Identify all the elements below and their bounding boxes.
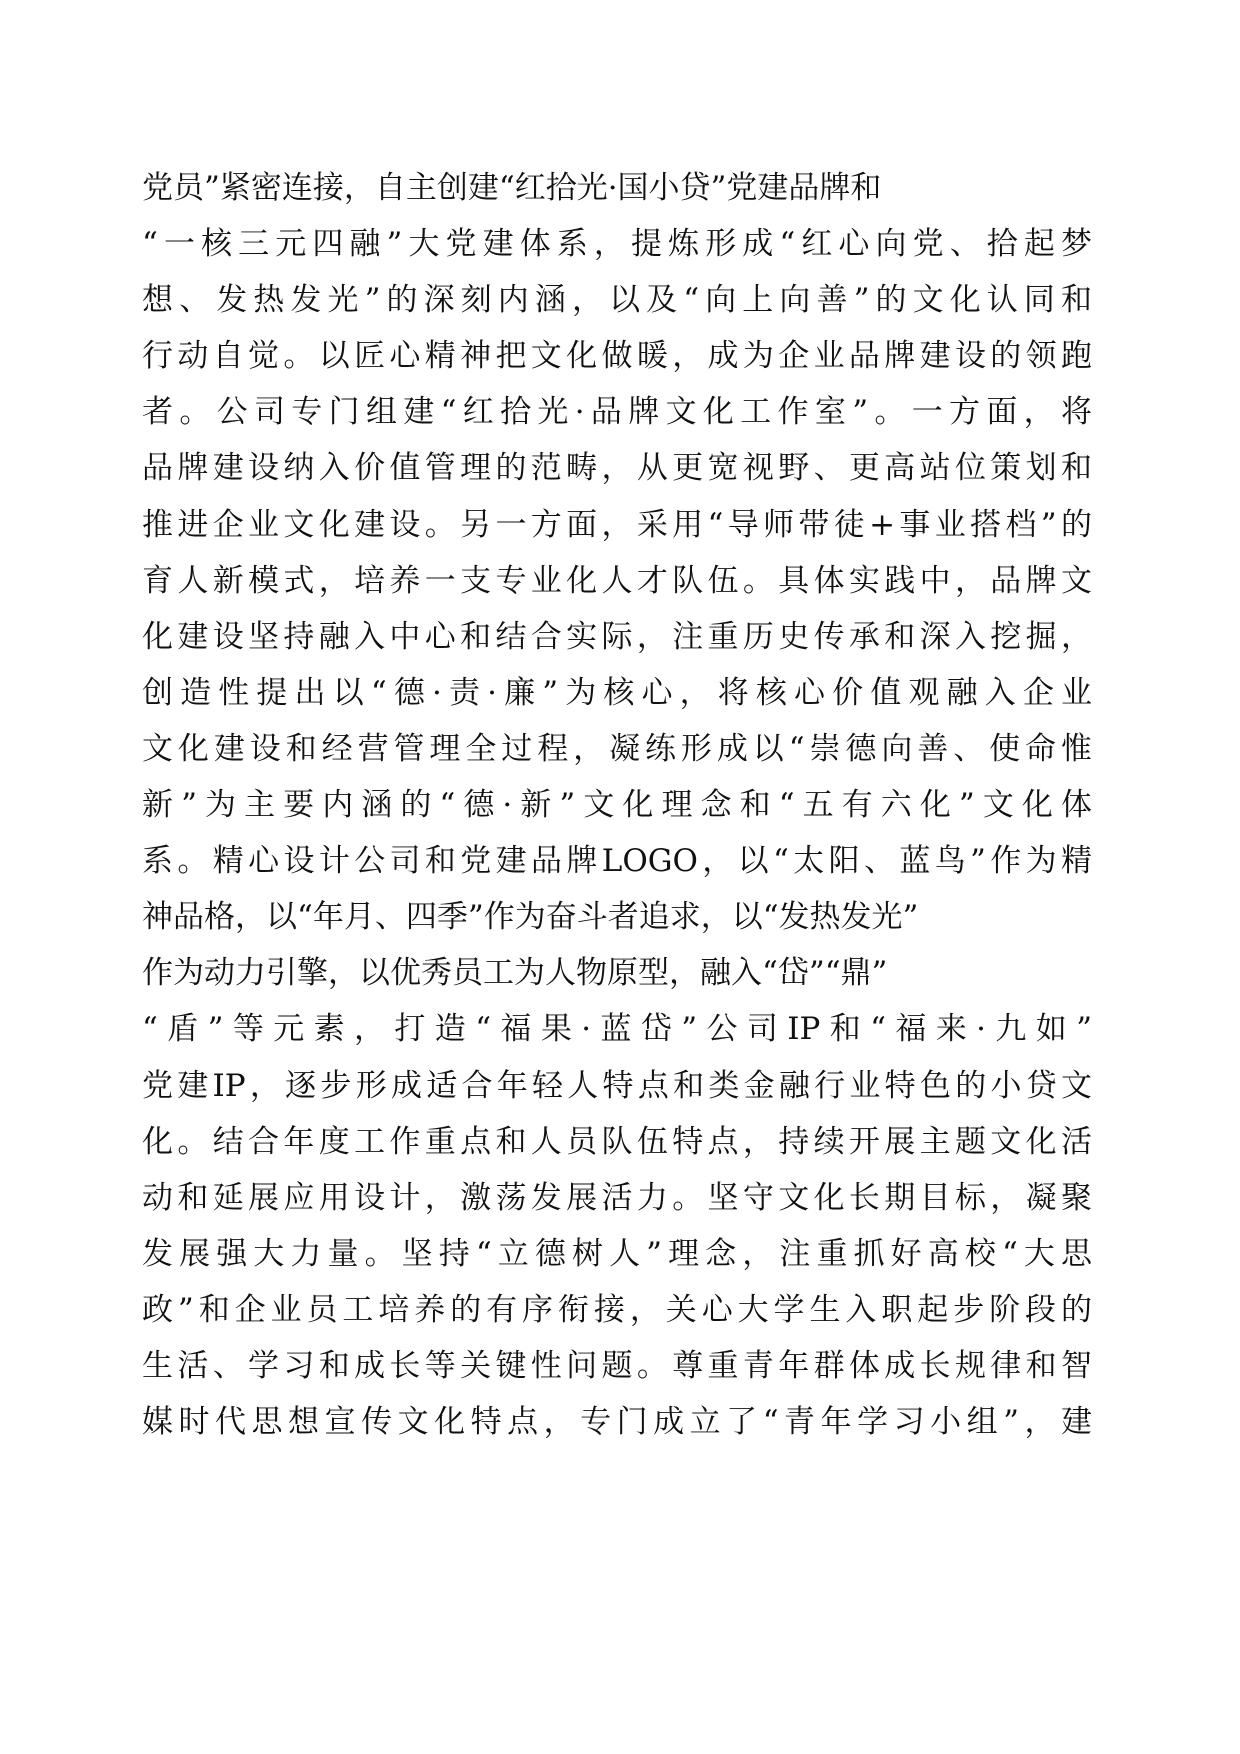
text-line: “盾”等元素，打造“福果·蓝岱”公司IP和“福来·九如” [142, 1011, 1092, 1048]
body-paragraph [142, 160, 1092, 1450]
text-line: 神品格，以“年月、四季”作为奋斗者追求，以“发热发光” [142, 899, 919, 936]
text-line: 创造性提出以“德·责·廉”为核心，将核心价值观融入企业 [142, 674, 1092, 711]
text-line: 生活、学习和成长等关键性问题。尊重青年群体成长规律和智 [142, 1347, 1092, 1384]
text-line: 推进企业文化建设。另一方面，采用“导师带徒+事业搭档”的 [142, 506, 1092, 543]
text-line: 化。结合年度工作重点和人员队伍特点，持续开展主题文化活 [142, 1123, 1092, 1160]
text-line: 化建设坚持融入中心和结合实际，注重历史传承和深入挖掘， [142, 618, 1092, 655]
text-line: 政”和企业员工培养的有序衔接，关心大学生入职起步阶段的 [142, 1291, 1092, 1328]
text-line: 发展强大力量。坚持“立德树人”理念，注重抓好高校“大思 [142, 1235, 1092, 1272]
text-line: 新”为主要内涵的“德·新”文化理念和“五有六化”文化体 [142, 787, 1092, 824]
text-line: 文化建设和经营管理全过程，凝练形成以“崇德向善、使命惟 [142, 730, 1092, 767]
text-line: “一核三元四融”大党建体系，提炼形成“红心向党、拾起梦 [142, 226, 1092, 263]
text-line: 作为动力引擎，以优秀员工为人物原型，融入“岱”“鼎” [142, 955, 888, 992]
text-line: 想、发热发光”的深刻内涵，以及“向上向善”的文化认同和 [142, 282, 1092, 319]
text-line: 者。公司专门组建“红拾光·品牌文化工作室”。一方面，将 [142, 394, 1092, 431]
text-line: 党员”紧密连接，自主创建“红拾光·国小贷”党建品牌和 [142, 170, 882, 206]
text-line: 党建IP，逐步形成适合年轻人特点和类金融行业特色的小贷文 [142, 1067, 1092, 1104]
text-line: 品牌建设纳入价值管理的范畴，从更宽视野、更高站位策划和 [142, 450, 1092, 487]
text-line: 行动自觉。以匠心精神把文化做暖，成为企业品牌建设的领跑 [142, 338, 1092, 375]
text-line: 育人新模式，培养一支专业化人才队伍。具体实践中，品牌文 [142, 562, 1092, 599]
text-line: 动和延展应用设计，激荡发展活力。坚守文化长期目标，凝聚 [142, 1179, 1092, 1216]
text-line: 系。精心设计公司和党建品牌LOGO，以“太阳、蓝鸟”作为精 [142, 843, 1092, 880]
text-line: 媒时代思想宣传文化特点，专门成立了“青年学习小组”，建 [142, 1404, 1092, 1441]
